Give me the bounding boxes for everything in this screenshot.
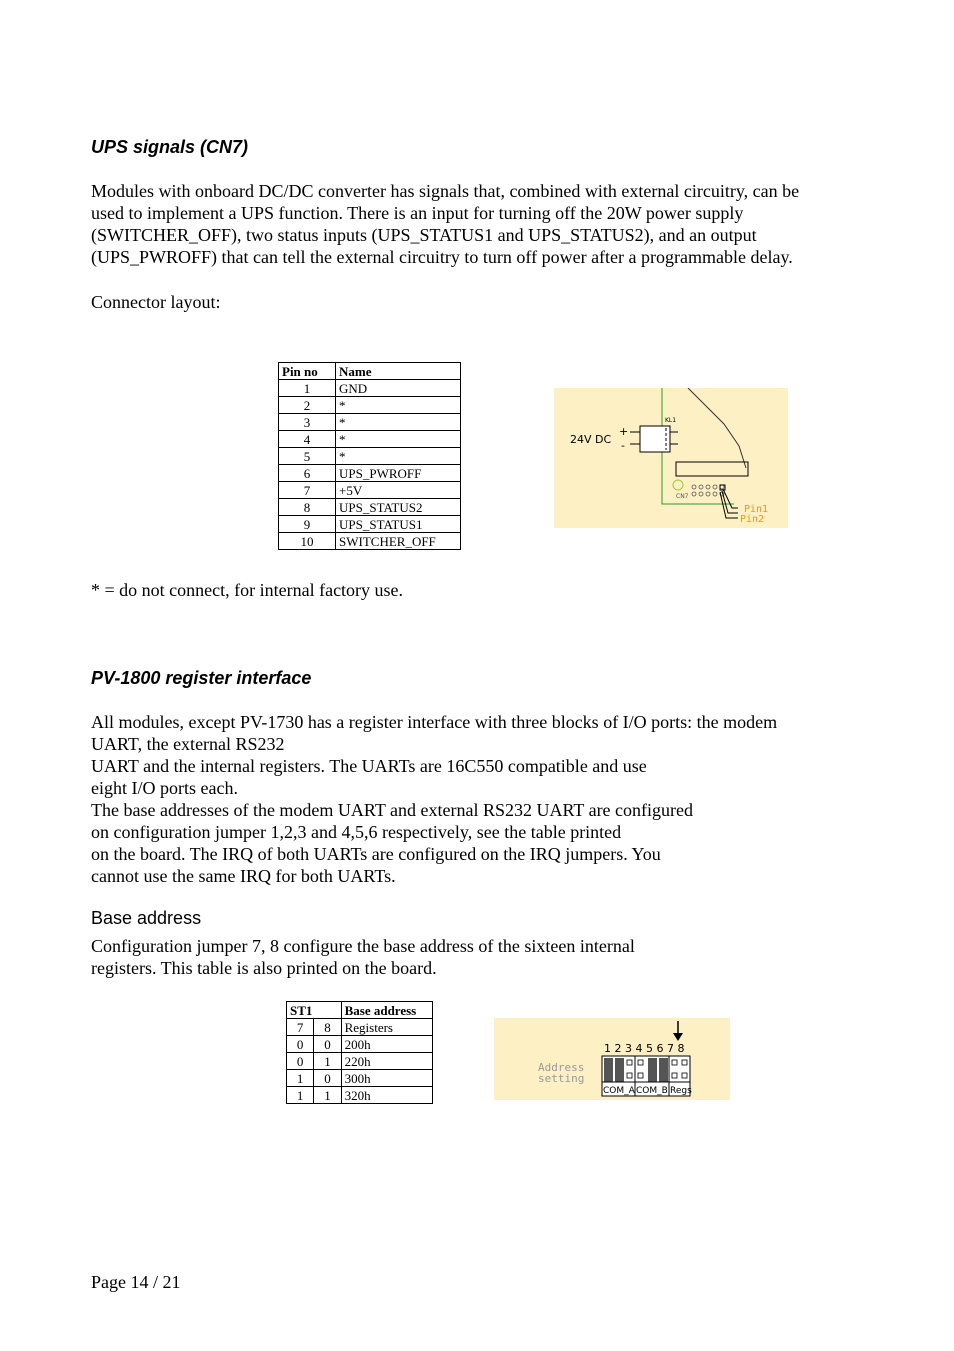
- pin1-label: Pin1: [744, 504, 769, 515]
- jumper-7: 1: [287, 1087, 314, 1104]
- pin-no: 2: [279, 397, 336, 414]
- pin-name-header: Name: [336, 363, 461, 380]
- pin-no: 8: [279, 499, 336, 516]
- register-intro-line: on configuration jumper 1,2,3 and 4,5,6 respectively, see the table printed: [91, 822, 622, 842]
- pin-no: 5: [279, 448, 336, 465]
- address-cell: 220h: [341, 1053, 432, 1070]
- minus-label: -: [621, 439, 625, 452]
- table-row: [279, 414, 461, 431]
- ups-footnote: * = do not connect, for internal factory use.: [91, 580, 404, 600]
- cn7-label: CN7: [676, 493, 689, 500]
- pin-no: 7: [279, 482, 336, 499]
- pin-no: 9: [279, 516, 336, 533]
- table-row: [279, 465, 461, 482]
- ups-intro-line: (SWITCHER_OFF), two status inputs (UPS_STATUS1 and UPS_STATUS2), and an output: [91, 225, 757, 245]
- table-row: [287, 1053, 433, 1070]
- pin-no: 4: [279, 431, 336, 448]
- pin2-label: Pin2: [740, 514, 765, 525]
- pin-table: [278, 362, 461, 550]
- table-row: [287, 1036, 433, 1053]
- address-label: Address: [538, 1061, 585, 1074]
- jumper-8: 1: [314, 1053, 341, 1070]
- jumper-2: [615, 1058, 624, 1082]
- table-row: [279, 499, 461, 516]
- page-number: Page 14 / 21: [91, 1272, 181, 1292]
- register-intro-line: The base addresses of the modem UART and external RS232 UART are configured: [91, 800, 694, 820]
- register-intro-line: UART and the internal registers. The UARTs are 16C550 compatible and use: [91, 756, 647, 776]
- power-label: 24V DC: [570, 433, 612, 446]
- table-row: [287, 1087, 433, 1104]
- connector-layout-label: Connector layout:: [91, 292, 221, 312]
- pin-name: UPS_STATUS1: [336, 516, 461, 533]
- jumper-8: 0: [314, 1036, 341, 1053]
- base-address-heading: Base address: [91, 908, 202, 928]
- jumper-7: 0: [287, 1036, 314, 1053]
- register-intro-line: eight I/O ports each.: [91, 778, 238, 798]
- pin-name: *: [336, 414, 461, 431]
- pin-no: 3: [279, 414, 336, 431]
- base-address-table: [286, 1001, 433, 1104]
- ups-intro-line: used to implement a UPS function. There is an input for turning off the 20W power supply: [91, 203, 744, 223]
- table-row: [279, 397, 461, 414]
- pin-name: *: [336, 448, 461, 465]
- pin-table-header: [279, 363, 461, 380]
- table-row: [279, 516, 461, 533]
- ups-intro-line: (UPS_PWROFF) that can tell the external circuitry to turn off power after a programmable delay.: [91, 247, 793, 267]
- table-row: [287, 1019, 433, 1036]
- jumper-numbers: 1 2 3 4 5 6 7 8: [604, 1042, 685, 1055]
- pin-no: 10: [279, 533, 336, 550]
- pin-name: *: [336, 397, 461, 414]
- ups-intro: [91, 180, 799, 268]
- cn7-connector-diagram: [554, 388, 788, 528]
- com-b-label: COM_B: [636, 1086, 668, 1096]
- base-address-line: registers. This table is also printed on the board.: [91, 958, 437, 978]
- kl1-label: KL1: [665, 417, 677, 424]
- register-intro: [91, 711, 777, 887]
- ups-intro-line: Modules with onboard DC/DC converter has signals that, combined with external circuitry, can be: [91, 181, 800, 201]
- address-cell: Registers: [341, 1019, 432, 1036]
- pin-no: 6: [279, 465, 336, 482]
- base-address-header: Base address: [341, 1002, 432, 1019]
- jumper-1: [604, 1058, 613, 1082]
- address-cell: 200h: [341, 1036, 432, 1053]
- setting-label: setting: [538, 1072, 585, 1085]
- regs-label: Regs: [670, 1086, 692, 1096]
- jumper-7: 1: [287, 1070, 314, 1087]
- pin-name: GND: [336, 380, 461, 397]
- register-intro-line: UART, the external RS232: [91, 734, 285, 754]
- table-row: [287, 1070, 433, 1087]
- pin-name: SWITCHER_OFF: [336, 533, 461, 550]
- pin-no: 1: [279, 380, 336, 397]
- register-intro-line: cannot use the same IRQ for both UARTs.: [91, 866, 396, 886]
- base-address-text: [91, 935, 635, 979]
- base-table-header: [287, 1002, 433, 1019]
- register-intro-line: All modules, except PV-1730 has a register interface with three blocks of I/O ports: the modem: [91, 712, 778, 732]
- jumper-8: 0: [314, 1070, 341, 1087]
- jumper-8: 8: [314, 1019, 341, 1036]
- address-setting-diagram: [494, 1018, 730, 1100]
- jumper-7: 0: [287, 1053, 314, 1070]
- jumper-8: 1: [314, 1087, 341, 1104]
- pin-no-header: Pin no: [279, 363, 336, 380]
- st1-header: ST1: [287, 1002, 342, 1019]
- plus-label: +: [619, 425, 629, 438]
- com-a-label: COM_A: [603, 1086, 635, 1096]
- table-row: [279, 431, 461, 448]
- table-row: [279, 448, 461, 465]
- pin-name: *: [336, 431, 461, 448]
- ups-heading: UPS signals (CN7): [91, 137, 249, 157]
- pin-name: +5V: [336, 482, 461, 499]
- jumper-7: 7: [287, 1019, 314, 1036]
- address-cell: 300h: [341, 1070, 432, 1087]
- address-cell: 320h: [341, 1087, 432, 1104]
- register-intro-line: on the board. The IRQ of both UARTs are configured on the IRQ jumpers. You: [91, 844, 661, 864]
- table-row: [279, 380, 461, 397]
- jumper-5: [648, 1058, 657, 1082]
- pin-name: UPS_PWROFF: [336, 465, 461, 482]
- jumper-6: [659, 1058, 668, 1082]
- base-address-line: Configuration jumper 7, 8 configure the base address of the sixteen internal: [91, 936, 635, 956]
- table-row: [279, 482, 461, 499]
- table-row: [279, 533, 461, 550]
- pin-name: UPS_STATUS2: [336, 499, 461, 516]
- register-heading: PV-1800 register interface: [91, 668, 312, 688]
